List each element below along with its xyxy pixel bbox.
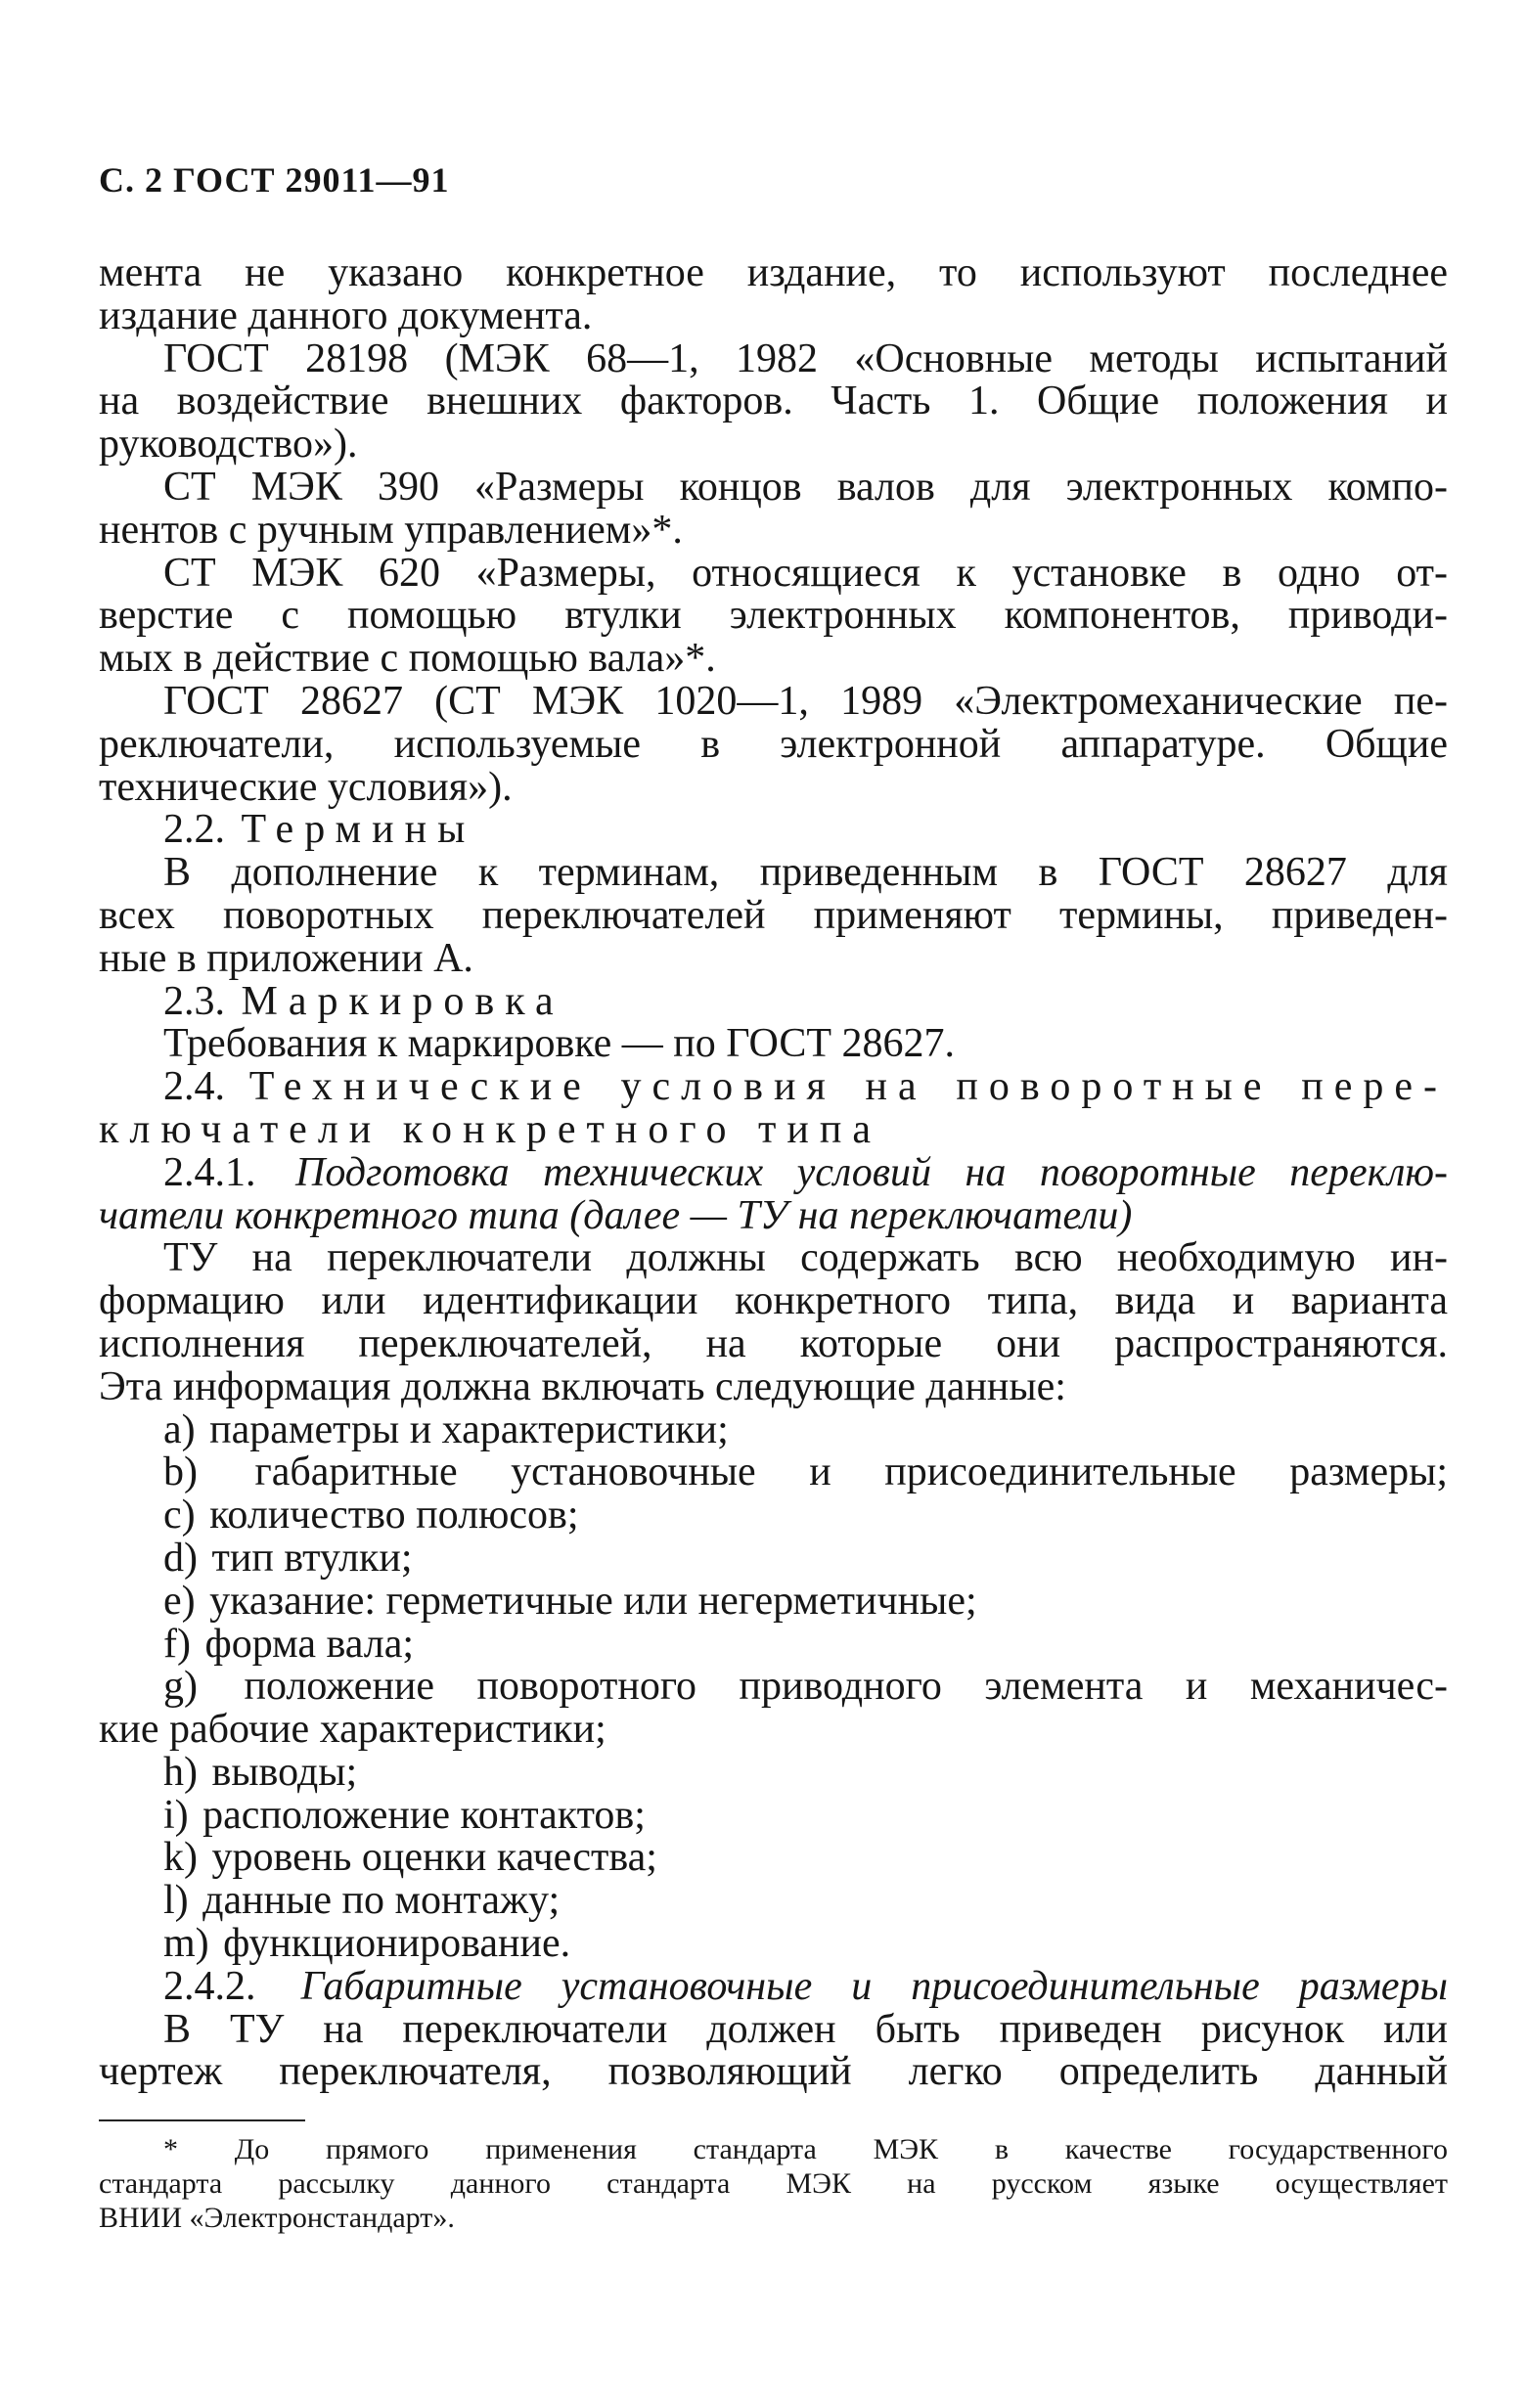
paragraph-line: Эта информация должна включать следующие данные: — [99, 1365, 1066, 1409]
paragraph-line: ные в приложении А. — [99, 937, 473, 981]
reference-gost-28198-line: ГОСТ 28198 (МЭК 68—1, 1982 «Основные методы испытаний — [163, 337, 1448, 381]
list-marker: b) — [163, 1451, 198, 1495]
section-title: Технические условия на поворотные пере- — [248, 1066, 1448, 1109]
list-marker: m) — [163, 1923, 209, 1966]
reference-st-mek-390-line: СТ МЭК 390 «Размеры концов валов для электронных компо- — [163, 466, 1448, 510]
reference-st-mek-390-line: нентов с ручным управлением»*. — [99, 509, 683, 553]
list-item-b — [99, 1451, 1448, 1494]
list-marker: h) — [163, 1751, 198, 1795]
list-item-g-cont: кие рабочие характеристики; — [99, 1709, 606, 1752]
section-title: Габаритные установочные и присоединительные размеры — [300, 1965, 1448, 2009]
reference-st-mek-620-line: верстие с помощью втулки электронных компонентов, приводи- — [99, 595, 1448, 639]
footnote-line: * До прямого применения стандарта МЭК в качестве государственного — [163, 2133, 1448, 2165]
list-item-text: данные по монтажу; — [202, 1880, 561, 1924]
paragraph-line: мента не указано конкретное издание, то используют последнее — [99, 252, 1448, 295]
list-marker: l) — [163, 1880, 189, 1924]
section-number: 2.4. — [163, 1066, 225, 1109]
list-item-g — [99, 1666, 1448, 1709]
list-item-text: расположение контактов; — [202, 1794, 646, 1838]
paragraph-line: чертеж переключателя, позволяющий легко определить данный — [99, 2051, 1448, 2095]
reference-st-mek-620-line: СТ МЭК 620 «Размеры, относящиеся к установке в одно от- — [163, 552, 1448, 596]
list-item-text: форма вала; — [204, 1623, 415, 1667]
section-number: 2.2. — [163, 809, 225, 853]
list-item-text: количество полюсов; — [209, 1494, 579, 1538]
paragraph-line: издание данного документа. — [99, 294, 593, 338]
section-heading-2-3 — [99, 981, 1448, 1024]
list-item-a — [99, 1409, 1448, 1452]
document-body — [99, 252, 1448, 2094]
list-item-text: указание: герметичные или негерметичные; — [209, 1580, 977, 1624]
paragraph-line: исполнения переключателей, на которые они распространяются. — [99, 1322, 1448, 1366]
footnote-line: стандарта рассылку данного стандарта МЭК на русском языке осуществляет — [99, 2167, 1448, 2200]
paragraph-line: всех поворотных переключателей применяют термины, приведен- — [99, 894, 1448, 938]
list-marker: e) — [163, 1580, 196, 1624]
list-item-d — [99, 1538, 1448, 1581]
section-number: 2.4.2. — [163, 1965, 256, 2009]
reference-st-mek-620-line: мых в действие с помощью вала»*. — [99, 638, 716, 681]
section-title: Подготовка технических условий на поворотные переклю- — [295, 1151, 1448, 1195]
footnote-line: ВНИИ «Электронстандарт». — [99, 2202, 455, 2234]
list-item-l — [99, 1880, 1448, 1923]
list-item-f — [99, 1624, 1448, 1667]
page-header: С. 2 ГОСТ 29011—91 — [99, 160, 450, 200]
section-number: 2.4.1. — [163, 1151, 256, 1195]
list-item-c — [99, 1494, 1448, 1538]
list-item-m — [99, 1923, 1448, 1966]
list-item-text: тип втулки; — [211, 1537, 413, 1581]
footnote-divider — [99, 2119, 305, 2121]
list-item-k — [99, 1837, 1448, 1880]
list-item-i — [99, 1795, 1448, 1838]
list-item-text: функционирование. — [223, 1923, 571, 1966]
reference-gost-28198-line: на воздействие внешних факторов. Часть 1. Общие положения и — [99, 380, 1448, 424]
list-marker: f) — [163, 1623, 191, 1667]
list-item-text: параметры и характеристики; — [209, 1408, 729, 1452]
reference-gost-28627-line: технические условия»). — [99, 766, 513, 810]
section-heading-2-4-cont — [99, 1109, 1448, 1152]
list-item-h — [99, 1752, 1448, 1795]
section-heading-2-4-1-cont: чатели конкретного типа (далее — ТУ на переключатели) — [99, 1194, 1133, 1238]
list-marker: a) — [163, 1408, 196, 1452]
list-item-text: уровень оценки качества; — [211, 1837, 657, 1881]
section-heading-2-4-2 — [99, 1966, 1448, 2009]
section-number: 2.3. — [163, 980, 225, 1024]
list-marker: c) — [163, 1494, 196, 1538]
section-title: ключатели конкретного типа — [99, 1108, 882, 1152]
list-marker: i) — [163, 1794, 189, 1838]
list-marker: g) — [163, 1666, 198, 1710]
section-heading-2-2 — [99, 809, 1448, 852]
reference-gost-28627-line: реключатели, используемые в электронной аппаратуре. Общие — [99, 723, 1448, 767]
section-title: Маркировка — [241, 980, 564, 1024]
reference-gost-28198-line: руководство»). — [99, 424, 358, 467]
paragraph-line: ТУ на переключатели должны содержать всю необходимую ин- — [163, 1237, 1448, 1281]
section-heading-2-4 — [99, 1066, 1448, 1109]
list-item-text: габаритные установочные и присоединительные размеры; — [254, 1451, 1448, 1495]
reference-gost-28627-line: ГОСТ 28627 (СТ МЭК 1020—1, 1989 «Электромеханические пе- — [163, 680, 1448, 724]
list-item-text: выводы; — [211, 1751, 358, 1795]
paragraph-line: В дополнение к терминам, приведенным в ГОСТ 28627 для — [163, 852, 1448, 895]
paragraph-line: Требования к маркировке — по ГОСТ 28627. — [163, 1023, 956, 1067]
paragraph-line: В ТУ на переключатели должен быть приведен рисунок или — [163, 2008, 1448, 2052]
section-heading-2-4-1 — [99, 1152, 1448, 1195]
list-marker: k) — [163, 1837, 198, 1881]
paragraph-line: формацию или идентификации конкретного типа, вида и варианта — [99, 1280, 1448, 1323]
list-marker: d) — [163, 1537, 198, 1581]
list-item-text: положение поворотного приводного элемента и механичес- — [244, 1666, 1448, 1710]
section-title: Термины — [241, 809, 476, 853]
footnote — [99, 2132, 1448, 2235]
list-item-e — [99, 1581, 1448, 1624]
